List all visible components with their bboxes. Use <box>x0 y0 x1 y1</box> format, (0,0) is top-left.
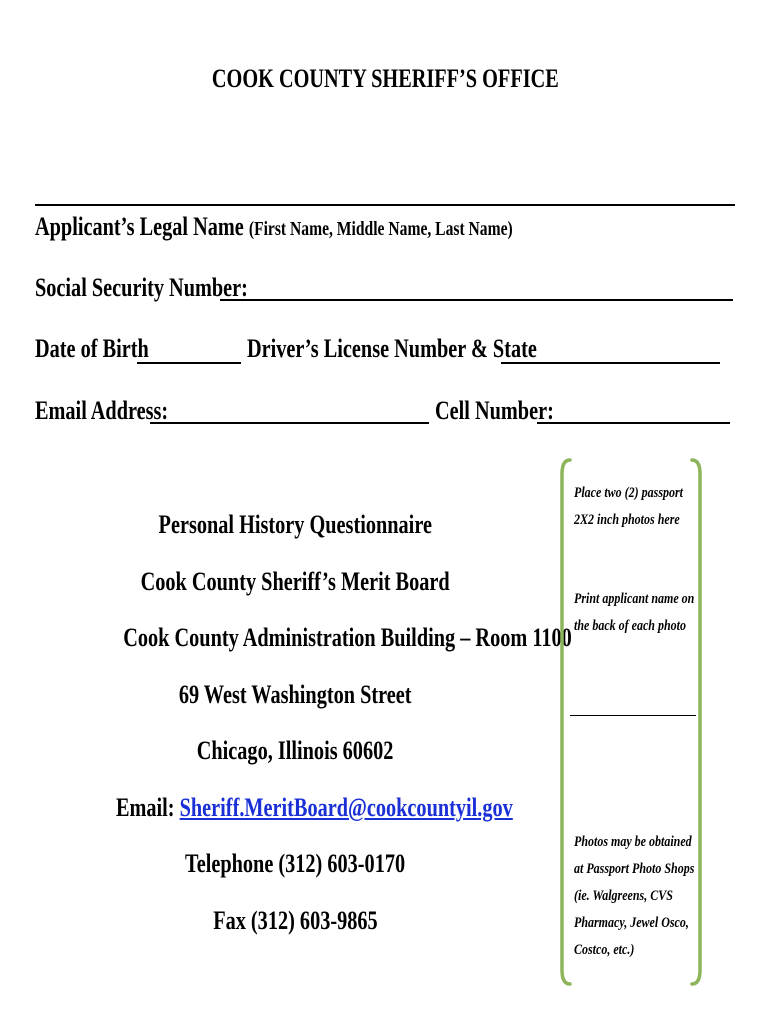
contact-email-link[interactable]: Sheriff.MeritBoard@cookcountyil.gov <box>179 792 513 822</box>
cell-label: Cell Number: <box>435 396 554 425</box>
contact-email-line <box>116 788 513 828</box>
street-address: 69 West Washington Street <box>178 679 412 709</box>
dob-field[interactable] <box>137 362 241 364</box>
ssn-label: Social Security Number: <box>35 273 248 302</box>
telephone: Telephone (312) 603-0170 <box>184 849 406 878</box>
photo-name-instructions: Print applicant name on the back of each photo <box>574 591 695 634</box>
legal-name-field[interactable] <box>35 204 735 206</box>
questionnaire-info <box>60 505 572 957</box>
email-label: Email Address: <box>35 396 169 425</box>
license-label: Driver’s License Number & State <box>247 334 537 363</box>
city-address: Chicago, Illinois 60602 <box>196 736 394 765</box>
cell-field[interactable] <box>537 422 730 424</box>
photo-divider-line <box>570 715 696 716</box>
contact-email-label: Email: <box>115 792 180 822</box>
building-address: Cook County Administration Building – Room 1100 <box>123 623 572 652</box>
photo-instructions: Place two (2) passport 2X2 inch photos here <box>574 485 683 528</box>
license-field[interactable] <box>501 362 720 364</box>
photo-source-info: Photos may be obtained at Passport Photo Shops (ie. Walgreens, CVS Pharmacy, Jewel Osco, Costco, etc.) <box>574 834 695 958</box>
page-title: COOK COUNTY SHERIFF’S OFFICE <box>211 64 559 93</box>
merit-board-name: Cook County Sheriff’s Merit Board <box>140 566 450 596</box>
legal-name-label: Applicant’s Legal Name <box>35 212 244 241</box>
legal-name-note: (First Name, Middle Name, Last Name) <box>248 218 513 240</box>
fax: Fax (312) 603-9865 <box>212 905 378 935</box>
dob-label: Date of Birth <box>35 334 149 363</box>
ssn-field[interactable] <box>220 299 733 301</box>
questionnaire-title: Personal History Questionnaire <box>158 510 432 539</box>
email-field[interactable] <box>150 422 429 424</box>
photo-box <box>558 458 708 986</box>
